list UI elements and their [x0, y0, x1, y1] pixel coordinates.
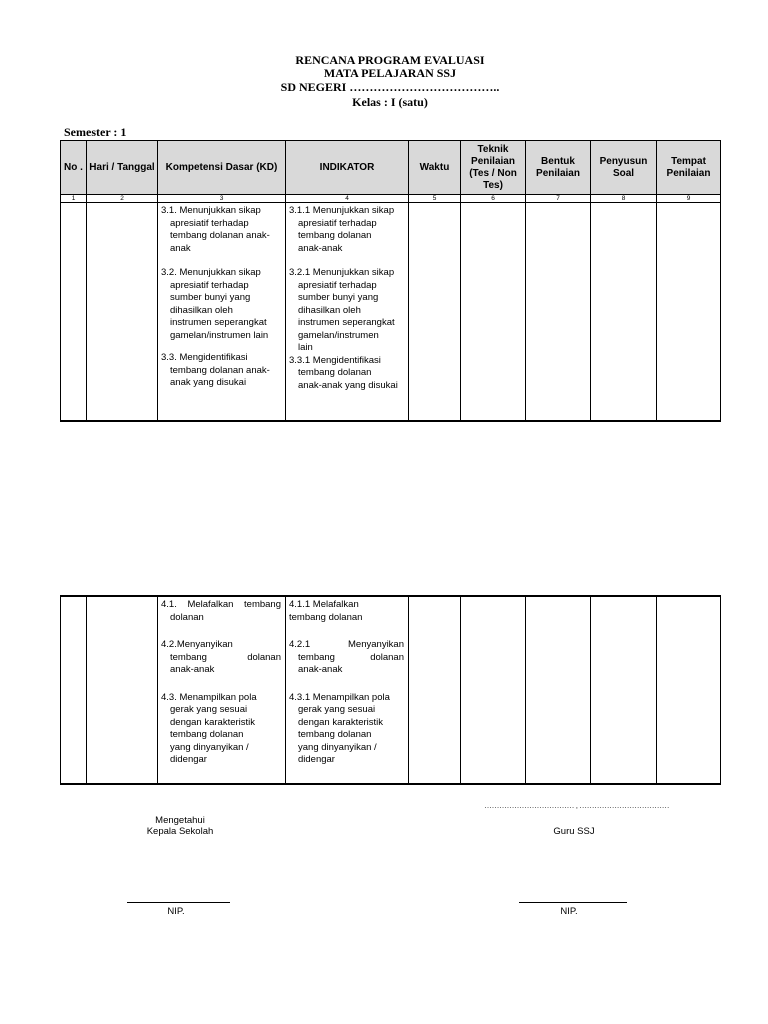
- kd-cell: [158, 596, 286, 784]
- kepala-sekolah-label: Kepala Sekolah: [146, 826, 214, 837]
- col-header-indikator: INDIKATOR: [286, 141, 409, 195]
- indikator-item: 3.2.1 Menunjukkan sikap apresiatif terhadap sumber bunyi yang dihasilkan oleh instrumen seperangkat gamelan/instrumen lain: [289, 267, 395, 353]
- col-number: 2: [87, 195, 158, 203]
- headmaster-signature-line: [127, 902, 230, 903]
- evaluation-table-part-2: [60, 595, 721, 785]
- kd-item: 3.1. Menunjukkan sikap apresiatif terhadap tembang dolanan anak- anak: [161, 205, 270, 254]
- indikator-cell: [286, 596, 409, 784]
- col-header-waktu: Waktu: [409, 141, 461, 195]
- col-header-bentuk-penilaian: Bentuk Penilaian: [526, 141, 591, 195]
- tempat-penilaian-cell: [657, 596, 721, 784]
- col-number: 4: [286, 195, 409, 203]
- hari-tanggal-cell: [87, 596, 158, 784]
- col-header-teknik-penilaian: Teknik Penilaian (Tes / Non Tes): [461, 141, 526, 195]
- kd-cell: [158, 203, 286, 421]
- guru-ssj-label: Guru SSJ: [553, 826, 595, 837]
- indikator-cell: [286, 203, 409, 421]
- col-header-tempat-penilaian: Tempat Penilaian: [657, 141, 721, 195]
- indikator-item: 3.3.1 Mengidentifikasi tembang dolanan anak-anak yang disukai: [289, 354, 398, 391]
- col-header-hari-tanggal: Hari / Tanggal: [87, 141, 158, 195]
- col-number: 1: [61, 195, 87, 203]
- col-number: 9: [657, 195, 721, 203]
- indikator-item: 3.1.1 Menunjukkan sikap apresiatif terhadap tembang dolanan anak-anak: [289, 205, 395, 254]
- table-row: [61, 596, 721, 784]
- teknik-penilaian-cell: [461, 203, 526, 421]
- indikator-item: 4.3.1 Menampilkan pola gerak yang sesuai dengan karakteristik tembang dolanan yang dinyanyikan / didengar: [289, 691, 390, 765]
- column-number-row: [61, 195, 721, 203]
- teknik-penilaian-cell: [461, 596, 526, 784]
- bentuk-penilaian-cell: [526, 596, 591, 784]
- col-header-no: No .: [61, 141, 87, 195]
- kd-item: 4.3. Menampilkan pola gerak yang sesuai dengan karakteristik tembang dolanan yang dinyanyikan / didengar: [161, 691, 257, 765]
- bentuk-penilaian-cell: [526, 203, 591, 421]
- kd-item: 3.3. Mengidentifikasi tembang dolanan anak- anak yang disukai: [161, 352, 270, 388]
- col-number: 6: [461, 195, 526, 203]
- nip-left-label: NIP.: [167, 906, 185, 917]
- class-title: Kelas : I (satu): [352, 95, 428, 109]
- penyusun-soal-cell: [591, 596, 657, 784]
- teacher-signature-line: [519, 902, 627, 903]
- place-date-field: ……………………………… , ………………………………: [484, 801, 670, 810]
- kd-item: 4.2.Menyanyikan tembang dolanan anak-anak: [161, 639, 281, 675]
- kd-item: 3.2. Menunjukkan sikap apresiatif terhadap sumber bunyi yang dihasilkan oleh instrumen seperangkat gamelan/instrumen lain: [161, 267, 269, 341]
- penyusun-soal-cell: [591, 203, 657, 421]
- hari-tanggal-cell: [87, 203, 158, 421]
- nip-right-label: NIP.: [560, 906, 578, 917]
- col-header-penyusun-soal: Penyusun Soal: [591, 141, 657, 195]
- subject-title: MATA PELAJARAN SSJ: [323, 66, 457, 80]
- col-header-kompetensi-dasar: Kompetensi Dasar (KD): [158, 141, 286, 195]
- tempat-penilaian-cell: [657, 203, 721, 421]
- waktu-cell: [409, 203, 461, 421]
- mengetahui-label: Mengetahui: [155, 815, 205, 826]
- kd-item: 4.1. Melafalkan tembang dolanan: [161, 599, 281, 623]
- waktu-cell: [409, 596, 461, 784]
- col-number: 5: [409, 195, 461, 203]
- semester-label: Semester : 1: [64, 125, 127, 139]
- school-name-line: SD NEGERI ………………………………..: [280, 80, 500, 94]
- indikator-item: 4.1.1 Melafalkan tembang dolanan: [289, 599, 363, 623]
- indikator-item: 4.2.1 Menyanyikan tembang dolanan anak-anak: [289, 639, 404, 675]
- document-title: RENCANA PROGRAM EVALUASI: [295, 53, 485, 67]
- table-row: [61, 203, 721, 421]
- evaluation-table-part-1: [60, 140, 721, 422]
- no-cell: [61, 203, 87, 421]
- no-cell: [61, 596, 87, 784]
- col-number: 7: [526, 195, 591, 203]
- col-number: 8: [591, 195, 657, 203]
- table-header-row: [61, 141, 721, 195]
- col-number: 3: [158, 195, 286, 203]
